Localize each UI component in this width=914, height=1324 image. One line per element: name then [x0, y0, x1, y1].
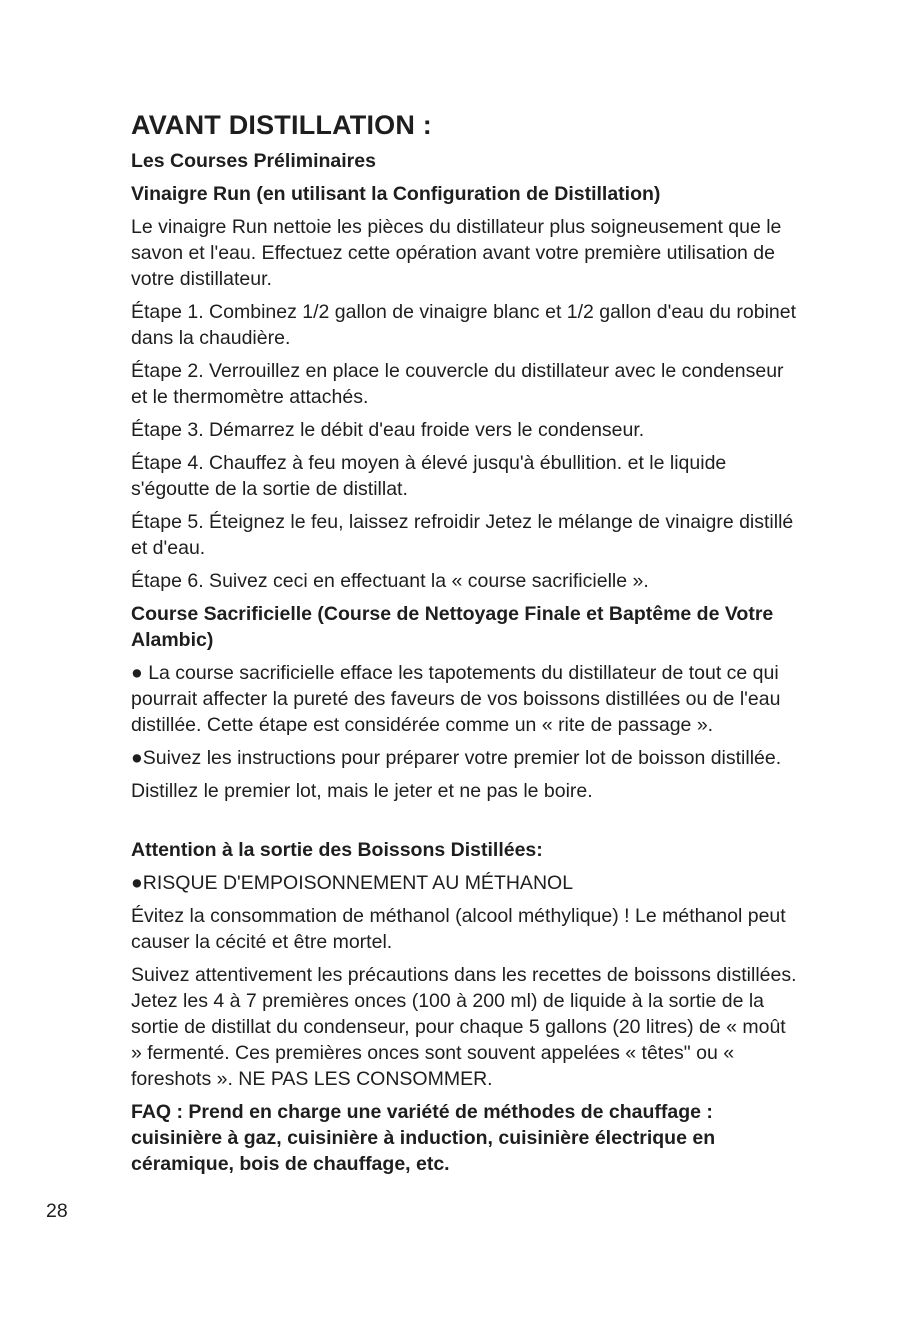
page-content: [131, 108, 801, 1184]
page-title: AVANT DISTILLATION :: [131, 110, 432, 140]
preliminary-runs-heading: Les Courses Préliminaires: [131, 150, 376, 172]
step-5: Étape 5. Éteignez le feu, laissez refroidir Jetez le mélange de vinaigre distillé et d'eau.: [131, 511, 794, 559]
step-6: Étape 6. Suivez ceci en effectuant la « course sacrificielle ».: [131, 570, 649, 592]
sacrificial-note: Distillez le premier lot, mais le jeter et ne pas le boire.: [131, 780, 593, 802]
step-2: Étape 2. Verrouillez en place le couvercle du distillateur avec le condenseur et le thermomètre attachés.: [131, 360, 784, 408]
vinegar-run-intro: Le vinaigre Run nettoie les pièces du distillateur plus soigneusement que le savon et l'eau. Effectuez cette opération avant votre première utilisation de votre distillateur.: [131, 216, 782, 290]
methanol-risk: ●RISQUE D'EMPOISONNEMENT AU MÉTHANOL: [131, 872, 574, 894]
vinegar-run-heading: Vinaigre Run (en utilisant la Configuration de Distillation): [131, 183, 661, 205]
step-3: Étape 3. Démarrez le débit d'eau froide vers le condenseur.: [131, 419, 645, 441]
faq-heading: FAQ : Prend en charge une variété de méthodes de chauffage : cuisinière à gaz, cuisinière à induction, cuisinière électrique en céramique, bois de chauffage, etc.: [131, 1101, 716, 1175]
step-4: Étape 4. Chauffez à feu moyen à élevé jusqu'à ébullition. et le liquide s'égoutte de la sortie de distillat.: [131, 452, 727, 500]
precautions-paragraph: Suivez attentivement les précautions dans les recettes de boissons distillées. Jetez les 4 à 7 premières onces (100 à 200 ml) de liquide à la sortie de la sortie de distillat du condenseur, pour chaque 5 gallons (20 litres) de « moût » fermenté. Ces premières onces sont souvent appelées « têtes" ou « foreshots ». NE PAS LES CONSOMMER.: [131, 964, 797, 1090]
sacrificial-run-heading: Course Sacrificielle (Course de Nettoyage Finale et Baptême de Votre Alambic): [131, 603, 774, 651]
sacrificial-bullet-1: ● La course sacrificielle efface les tapotements du distillateur de tout ce qui pourrait affecter la pureté des faveurs de vos boissons distillées ou de l'eau distillée. Cette étape est considérée comme un « rite de passage ».: [131, 662, 781, 736]
section-spacer: [131, 811, 801, 837]
page-number: 28: [46, 1200, 68, 1222]
step-1: Étape 1. Combinez 1/2 gallon de vinaigre blanc et 1/2 gallon d'eau du robinet dans la chaudière.: [131, 301, 797, 349]
methanol-warning: Évitez la consommation de méthanol (alcool méthylique) ! Le méthanol peut causer la cécité et être mortel.: [131, 905, 786, 953]
sacrificial-bullet-2: ●Suivez les instructions pour préparer votre premier lot de boisson distillée.: [131, 747, 782, 769]
attention-heading: Attention à la sortie des Boissons Distillées:: [131, 839, 543, 861]
